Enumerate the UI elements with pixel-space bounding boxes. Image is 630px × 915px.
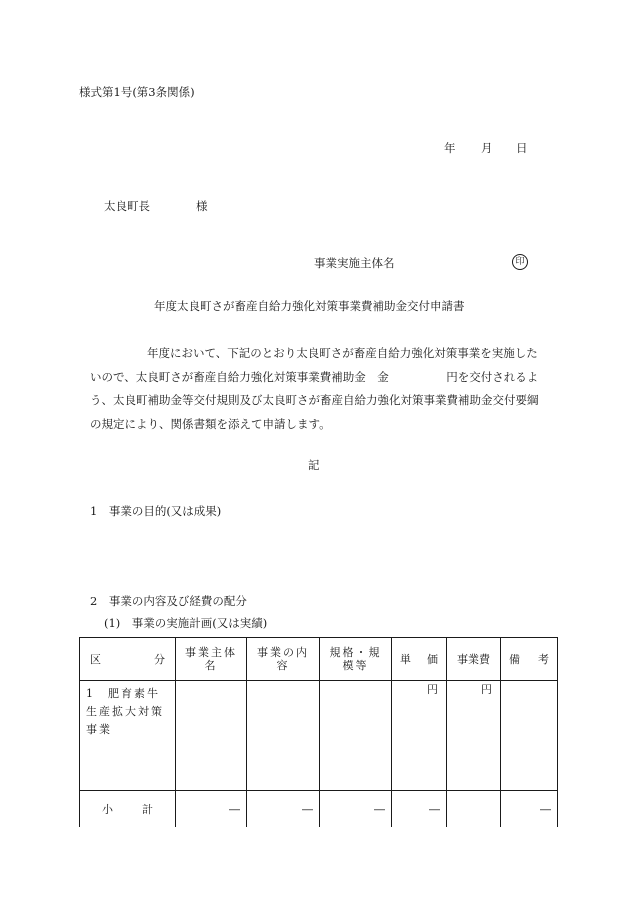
subsection-1-heading: (1) 事業の実施計画(又は実績) (104, 616, 268, 630)
row-content-cell (247, 681, 320, 791)
ki-heading: 記 (308, 458, 320, 472)
addressee-name: 太良町長 (104, 199, 150, 213)
subtotal-label: 小 計 (80, 791, 176, 828)
date-day: 日 (516, 141, 528, 155)
section-1-heading: 1 事業の目的(又は成果) (90, 504, 222, 518)
date-month: 月 (481, 141, 493, 155)
header-spec: 規格・規模等 (320, 638, 392, 681)
row-unit-price-yen: 円 (392, 681, 447, 791)
date-year: 年 (444, 141, 456, 155)
subtotal-content-dash: ― (247, 791, 320, 828)
seal-mark (512, 253, 528, 270)
applicant-label: 事業実施主体名 (314, 256, 395, 270)
body-line-3: う、太良町補助金等交付規則及び太良町さが畜産自給力強化対策事業費補助金交付要綱 (90, 393, 539, 407)
row-entity-cell (176, 681, 247, 791)
subtotal-cost-cell (447, 791, 501, 828)
plan-table (79, 637, 558, 827)
subtotal-remarks-dash: ― (501, 791, 558, 828)
body-paragraph (90, 342, 555, 436)
header-division: 区 分 (80, 638, 176, 681)
document-title: 年度太良町さが畜産自給力強化対策事業費補助金交付申請書 (154, 299, 465, 313)
table-row (80, 681, 558, 791)
section-2-heading: 2 事業の内容及び経費の配分 (90, 594, 247, 608)
subtotal-entity-dash: ― (176, 791, 247, 828)
row-item-name: 1 肥育素牛生産拡大対策事業 (80, 681, 176, 791)
row-remarks-cell (501, 681, 558, 791)
header-entity: 事業主体名 (176, 638, 247, 681)
subtotal-spec-dash: ― (320, 791, 392, 828)
row-cost-yen: 円 (447, 681, 501, 791)
form-number: 様式第1号(第3条関係) (79, 85, 195, 99)
row-spec-cell (320, 681, 392, 791)
table-header-row (80, 638, 558, 681)
header-remarks: 備 考 (501, 638, 558, 681)
subtotal-unit-price-dash: ― (392, 791, 447, 828)
body-line-1: 年度において、下記のとおり太良町さが畜産自給力強化対策事業を実施した (147, 346, 538, 360)
header-content: 事業の内容 (247, 638, 320, 681)
header-unit-price: 単 価 (392, 638, 447, 681)
addressee-honorific: 様 (196, 199, 208, 213)
header-cost: 事業費 (447, 638, 501, 681)
body-line-4: の規定により、関係書類を添えて申請します。 (90, 416, 331, 431)
seal-icon: 印 (512, 254, 528, 270)
subtotal-row (80, 791, 558, 828)
body-line-2: いので、太良町さが畜産自給力強化対策事業費補助金 金 円を交付されるよ (90, 369, 539, 384)
